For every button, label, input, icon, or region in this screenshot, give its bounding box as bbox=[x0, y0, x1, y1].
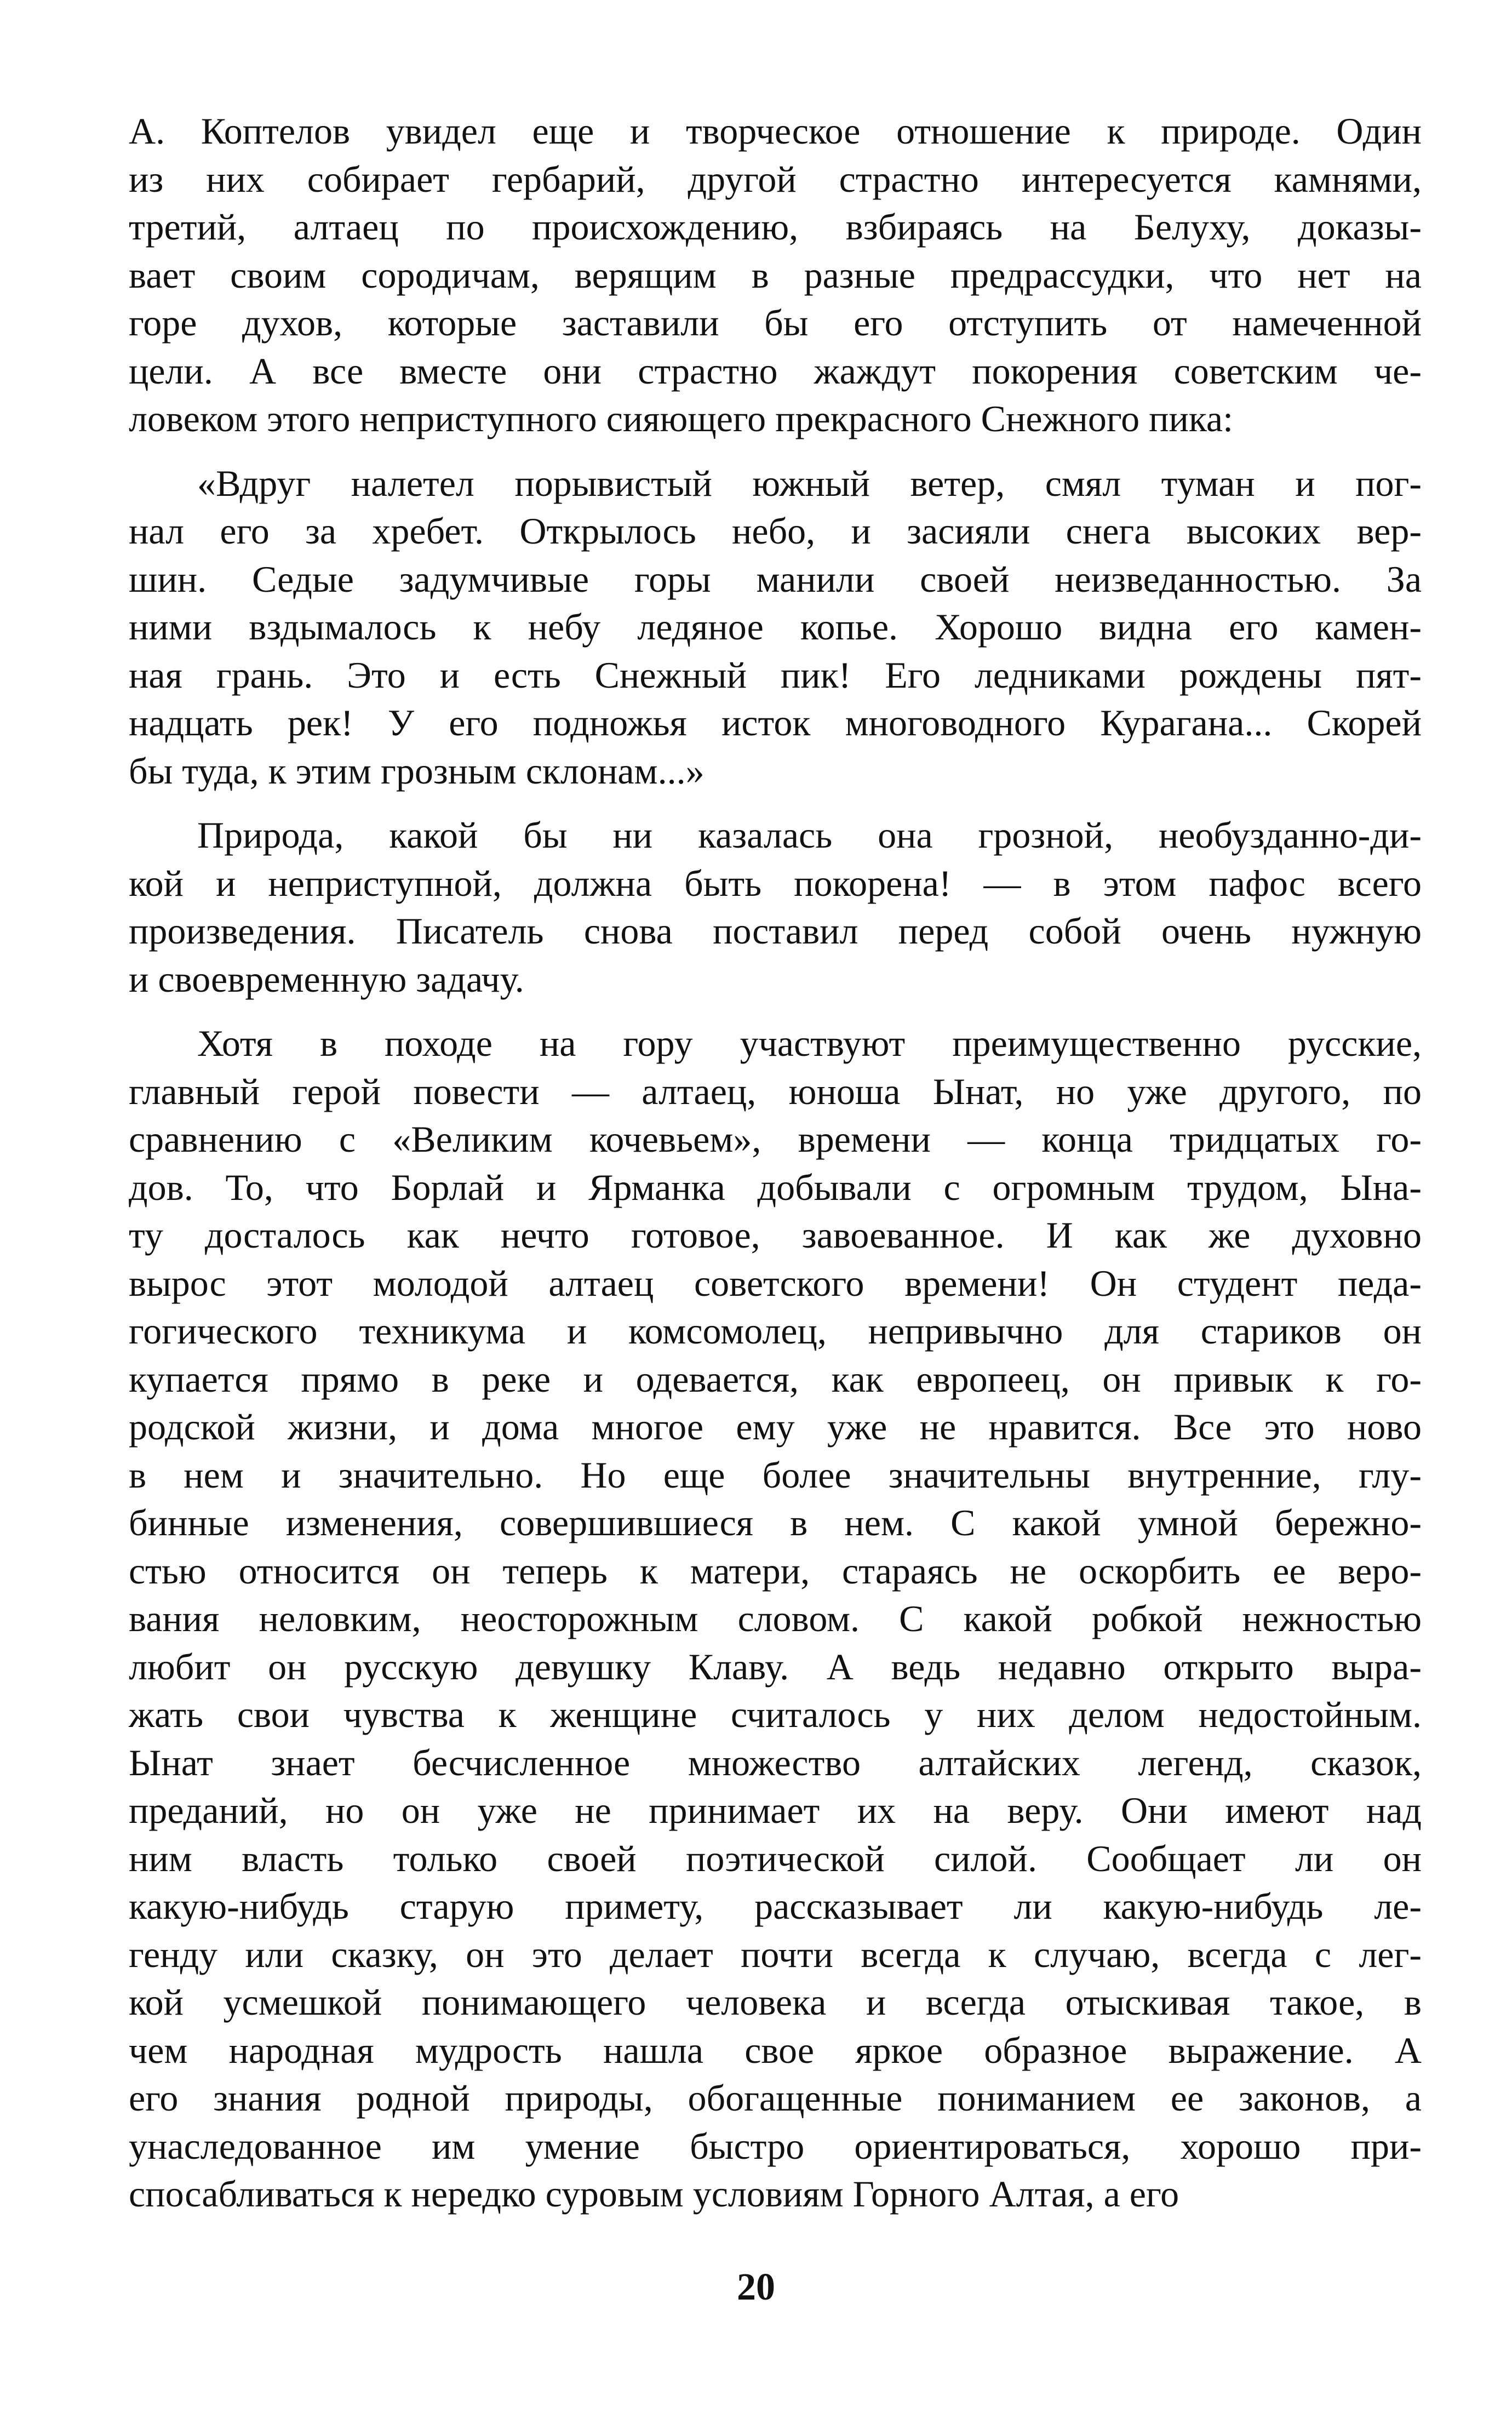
text-line: вырос этот молодой алтаец советского времени! Он студент педа- bbox=[129, 1262, 1422, 1304]
text-line: Природа, какой бы ни казалась она грозной, необузданно-ди- bbox=[197, 814, 1422, 856]
text-line: в нем и значительно. Но еще более значительны внутренние, глу- bbox=[129, 1454, 1422, 1496]
text-line: гогического техникума и комсомолец, непривычно для стариков он bbox=[129, 1310, 1422, 1352]
text-line: нал его за хребет. Открылось небо, и засияли снега высоких вер- bbox=[129, 510, 1422, 552]
text-line: кой усмешкой понимающего человека и всегда отыскивая такое, в bbox=[129, 1981, 1422, 2023]
page-number: 20 bbox=[737, 2266, 775, 2308]
text-line: любит он русскую девушку Клаву. А ведь недавно открыто выра- bbox=[129, 1645, 1422, 1688]
text-line: произведения. Писатель снова поставил перед собой очень нужную bbox=[129, 910, 1422, 952]
text-line: купается прямо в реке и одевается, как европеец, он привык к го- bbox=[129, 1358, 1422, 1400]
text-line: надцать рек! У его подножья исток многоводного Курагана... Скорей bbox=[129, 702, 1422, 744]
text-line: его знания родной природы, обогащенные пониманием ее законов, а bbox=[129, 2077, 1422, 2119]
text-line: бинные изменения, совершившиеся в нем. С какой умной бережно- bbox=[129, 1502, 1422, 1543]
text-line: ловеком этого неприступного сияющего прекрасного Снежного пика: bbox=[129, 398, 1233, 439]
text-line: А. Коптелов увидел еще и творческое отношение к природе. Один bbox=[129, 110, 1422, 152]
text-line: из них собирает гербарий, другой страстно интересуется камнями, bbox=[129, 158, 1422, 200]
text-line: Хотя в походе на гору участвуют преимущественно русские, bbox=[197, 1022, 1422, 1064]
text-line: жать свои чувства к женщине считалось у них делом недостойным. bbox=[129, 1694, 1422, 1735]
text-line: шин. Седые задумчивые горы манили своей неизведанностью. За bbox=[129, 558, 1422, 600]
text-line: «Вдруг налетел порывистый южный ветер, смял туман и пог- bbox=[197, 462, 1422, 504]
text-line: горе духов, которые заставили бы его отступить от намеченной bbox=[129, 302, 1422, 344]
text-line: дов. То, что Борлай и Ярманка добывали с огромным трудом, Ына- bbox=[129, 1166, 1422, 1208]
text-line: родской жизни, и дома многое ему уже не нравится. Все это ново bbox=[129, 1406, 1422, 1448]
text-line: генду или сказку, он это делает почти всегда к случаю, всегда с лег- bbox=[129, 1933, 1422, 1975]
text-line: вания неловким, неосторожным словом. С какой робкой нежностью bbox=[129, 1598, 1422, 1639]
text-line: вает своим сородичам, верящим в разные предрассудки, что нет на bbox=[129, 254, 1422, 296]
text-line: цели. А все вместе они страстно жаждут покорения советским че- bbox=[129, 350, 1422, 392]
text-line: ная грань. Это и есть Снежный пик! Его ледниками рождены пят- bbox=[129, 654, 1422, 696]
text-line: Ынат знает бесчисленное множество алтайских легенд, сказок, bbox=[129, 1741, 1422, 1783]
text-line: бы туда, к этим грозным склонам...» bbox=[129, 750, 705, 792]
paragraph bbox=[129, 1020, 1422, 2218]
text-line: сравнению с «Великим кочевьем», времени — конца тридцатых го- bbox=[129, 1118, 1422, 1160]
text-line: кой и неприступной, должна быть покорена! — в этом пафос всего bbox=[129, 862, 1422, 904]
paragraph bbox=[129, 107, 1422, 443]
text-line: ту досталось как нечто готовое, завоеванное. И как же духовно bbox=[129, 1214, 1422, 1256]
paragraph bbox=[129, 811, 1422, 1003]
text-line: и своевременную задачу. bbox=[129, 958, 524, 1000]
text-line: ними вздымалось к небу ледяное копье. Хорошо видна его камен- bbox=[129, 606, 1422, 648]
body-text bbox=[129, 107, 1422, 2218]
text-line: спосабливаться к нередко суровым условиям Горного Алтая, а его bbox=[129, 2173, 1179, 2215]
text-line: ним власть только своей поэтической силой. Сообщает ли он bbox=[129, 1837, 1422, 1879]
text-line: третий, алтаец по происхождению, взбираясь на Белуху, доказы- bbox=[129, 206, 1422, 248]
text-line: какую-нибудь старую примету, рассказывает ли какую-нибудь ле- bbox=[129, 1885, 1422, 1927]
text-line: преданий, но он уже не принимает их на веру. Они имеют над bbox=[129, 1789, 1422, 1831]
text-line: главный герой повести — алтаец, юноша Ынат, но уже другого, по bbox=[129, 1070, 1422, 1112]
paragraph bbox=[129, 460, 1422, 796]
text-line: стью относится он теперь к матери, стараясь не оскорбить ее веро- bbox=[129, 1549, 1422, 1592]
text-line: унаследованное им умение быстро ориентироваться, хорошо при- bbox=[129, 2125, 1422, 2167]
text-line: чем народная мудрость нашла свое яркое образное выражение. А bbox=[129, 2029, 1422, 2071]
